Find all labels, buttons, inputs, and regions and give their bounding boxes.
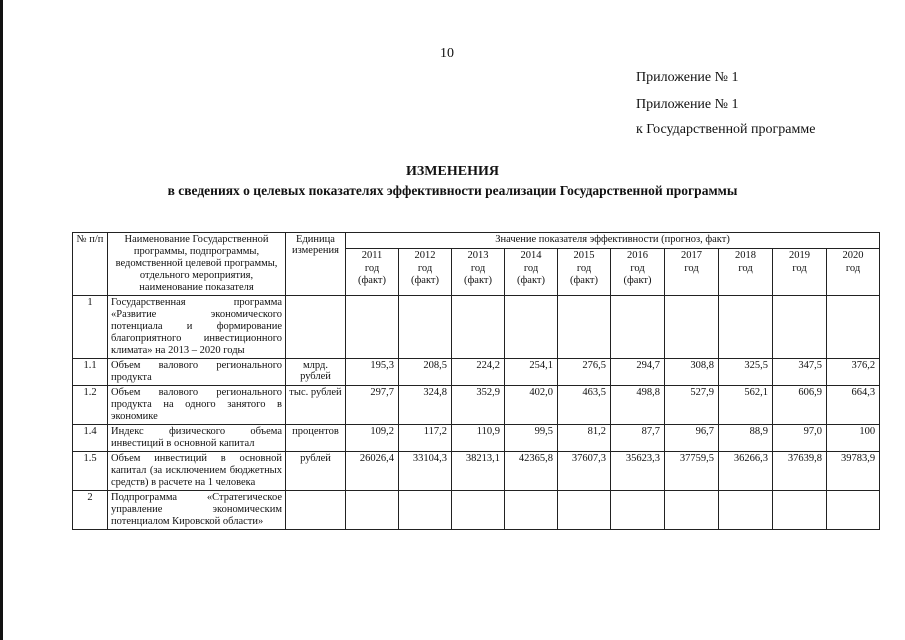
row-name: Подпрограмма «Стратегическое управление экономическим потенциалом Кировской области» bbox=[108, 491, 286, 530]
header-year-2020 bbox=[827, 249, 880, 296]
header-year-year: 2015 bbox=[573, 250, 595, 262]
row-value: 110,9 bbox=[452, 425, 505, 452]
row-value: 325,5 bbox=[719, 359, 773, 386]
row-value: 527,9 bbox=[665, 386, 719, 425]
row-value bbox=[346, 491, 399, 530]
header-year-year: 2018 bbox=[735, 250, 756, 262]
header-year-word: год bbox=[364, 262, 380, 274]
header-values-group: Значение показателя эффективности (прогноз, факт) bbox=[346, 233, 880, 249]
row-value: 276,5 bbox=[558, 359, 611, 386]
row-num: 1.2 bbox=[73, 386, 108, 425]
row-value: 347,5 bbox=[773, 359, 827, 386]
row-value: 308,8 bbox=[665, 359, 719, 386]
row-unit bbox=[286, 296, 346, 359]
header-num: № п/п bbox=[73, 233, 108, 296]
row-value bbox=[773, 296, 827, 359]
header-year-year: 2020 bbox=[842, 250, 864, 262]
header-year-year: 2012 bbox=[414, 250, 436, 262]
row-unit: тыс. рублей bbox=[286, 386, 346, 425]
row-name: Объем валового регионального продукта на одного занятого в экономике bbox=[108, 386, 286, 425]
page-number: 10 bbox=[440, 46, 454, 61]
row-name: Индекс физического объема инвестиций в основной капитал bbox=[108, 425, 286, 452]
row-num: 1.4 bbox=[73, 425, 108, 452]
header-year-2014 bbox=[505, 249, 558, 296]
header-year-2017 bbox=[665, 249, 719, 296]
row-value bbox=[827, 296, 880, 359]
row-value: 109,2 bbox=[346, 425, 399, 452]
row-value bbox=[558, 491, 611, 530]
row-value bbox=[665, 491, 719, 530]
header-year-2019 bbox=[773, 249, 827, 296]
row-num: 1.1 bbox=[73, 359, 108, 386]
row-num: 1 bbox=[73, 296, 108, 359]
header-year-word: год bbox=[417, 262, 433, 274]
header-row bbox=[73, 233, 880, 249]
row-value: 26026,4 bbox=[346, 452, 399, 491]
row-value: 37607,3 bbox=[558, 452, 611, 491]
table-row bbox=[73, 491, 880, 530]
row-value bbox=[611, 296, 665, 359]
row-value: 463,5 bbox=[558, 386, 611, 425]
row-value: 100 bbox=[827, 425, 880, 452]
row-value: 224,2 bbox=[452, 359, 505, 386]
row-value: 208,5 bbox=[399, 359, 452, 386]
header-year-fact: (факт) bbox=[516, 275, 545, 287]
header-year-2011 bbox=[346, 249, 399, 296]
row-value: 37759,5 bbox=[665, 452, 719, 491]
row-value: 97,0 bbox=[773, 425, 827, 452]
header-year-2013 bbox=[452, 249, 505, 296]
row-value bbox=[399, 491, 452, 530]
row-value: 88,9 bbox=[719, 425, 773, 452]
appendix-line-2: Приложение № 1 bbox=[636, 97, 739, 112]
row-value bbox=[719, 296, 773, 359]
row-name: Объем валового регионального продукта bbox=[108, 359, 286, 386]
header-year-word: год bbox=[792, 262, 807, 274]
row-value: 352,9 bbox=[452, 386, 505, 425]
header-year-2015 bbox=[558, 249, 611, 296]
row-value bbox=[452, 491, 505, 530]
row-value bbox=[505, 491, 558, 530]
row-value: 294,7 bbox=[611, 359, 665, 386]
row-value: 87,7 bbox=[611, 425, 665, 452]
header-year-year: 2014 bbox=[520, 250, 542, 262]
row-value: 37639,8 bbox=[773, 452, 827, 491]
table-row bbox=[73, 425, 880, 452]
header-year-word: год bbox=[523, 262, 539, 274]
header-year-year: 2013 bbox=[467, 250, 489, 262]
header-year-2016 bbox=[611, 249, 665, 296]
row-value: 117,2 bbox=[399, 425, 452, 452]
header-name: Наименование Государственной программы, подпрограммы, ведомственной целевой программы, отдельного мероприятия, наименование показателя bbox=[108, 233, 286, 296]
header-year-fact: (факт) bbox=[569, 275, 598, 287]
row-name: Государственная программа «Развитие экономического потенциала и формирование благоприятного инвестиционного климата» на 2013 – 2020 годы bbox=[108, 296, 286, 359]
row-value: 324,8 bbox=[399, 386, 452, 425]
header-year-fact: (факт) bbox=[623, 275, 652, 287]
header-unit: Единица измерения bbox=[286, 233, 346, 296]
row-value: 562,1 bbox=[719, 386, 773, 425]
table-row bbox=[73, 296, 880, 359]
header-year-word: год bbox=[576, 262, 592, 274]
row-value bbox=[452, 296, 505, 359]
header-year-fact: (факт) bbox=[357, 275, 386, 287]
row-unit: процентов bbox=[286, 425, 346, 452]
row-num: 1.5 bbox=[73, 452, 108, 491]
row-value: 33104,3 bbox=[399, 452, 452, 491]
row-value: 195,3 bbox=[346, 359, 399, 386]
row-value: 606,9 bbox=[773, 386, 827, 425]
row-value: 664,3 bbox=[827, 386, 880, 425]
header-year-word: год bbox=[684, 262, 699, 274]
row-value: 402,0 bbox=[505, 386, 558, 425]
row-num: 2 bbox=[73, 491, 108, 530]
row-value: 42365,8 bbox=[505, 452, 558, 491]
header-year-year: 2011 bbox=[361, 250, 383, 262]
row-unit: млрд. рублей bbox=[286, 359, 346, 386]
row-value bbox=[611, 491, 665, 530]
row-value bbox=[665, 296, 719, 359]
row-value: 39783,9 bbox=[827, 452, 880, 491]
row-value: 498,8 bbox=[611, 386, 665, 425]
row-value bbox=[719, 491, 773, 530]
table-row bbox=[73, 359, 880, 386]
appendix-line-1: Приложение № 1 bbox=[636, 70, 739, 85]
row-name: Объем инвестиций в основной капитал (за исключением бюджетных средств) в расчете на 1 человека bbox=[108, 452, 286, 491]
row-value bbox=[558, 296, 611, 359]
table-row bbox=[73, 452, 880, 491]
header-year-word: год bbox=[738, 262, 753, 274]
document-subtitle: в сведениях о целевых показателях эффективности реализации Государственной программы bbox=[167, 183, 738, 198]
header-year-word: год bbox=[470, 262, 486, 274]
row-value bbox=[346, 296, 399, 359]
row-value bbox=[399, 296, 452, 359]
table-row bbox=[73, 386, 880, 425]
row-value: 254,1 bbox=[505, 359, 558, 386]
header-year-2012 bbox=[399, 249, 452, 296]
row-value bbox=[773, 491, 827, 530]
row-value bbox=[505, 296, 558, 359]
header-year-year: 2017 bbox=[681, 250, 702, 262]
row-value: 81,2 bbox=[558, 425, 611, 452]
header-year-2018 bbox=[719, 249, 773, 296]
row-value: 35623,3 bbox=[611, 452, 665, 491]
document-title: ИЗМЕНЕНИЯ bbox=[406, 164, 499, 179]
header-year-year: 2016 bbox=[627, 250, 648, 262]
header-year-word: год bbox=[845, 262, 861, 274]
header-year-word: год bbox=[630, 262, 645, 274]
indicators-table bbox=[72, 232, 880, 530]
header-year-fact: (факт) bbox=[410, 275, 439, 287]
row-value: 38213,1 bbox=[452, 452, 505, 491]
scan-edge bbox=[0, 0, 3, 640]
row-value bbox=[827, 491, 880, 530]
row-value: 36266,3 bbox=[719, 452, 773, 491]
row-value: 376,2 bbox=[827, 359, 880, 386]
row-value: 96,7 bbox=[665, 425, 719, 452]
header-year-fact: (факт) bbox=[463, 275, 492, 287]
header-year-year: 2019 bbox=[789, 250, 810, 262]
row-unit: рублей bbox=[286, 452, 346, 491]
row-unit bbox=[286, 491, 346, 530]
row-value: 99,5 bbox=[505, 425, 558, 452]
row-value: 297,7 bbox=[346, 386, 399, 425]
appendix-line-3: к Государственной программе bbox=[636, 122, 816, 137]
